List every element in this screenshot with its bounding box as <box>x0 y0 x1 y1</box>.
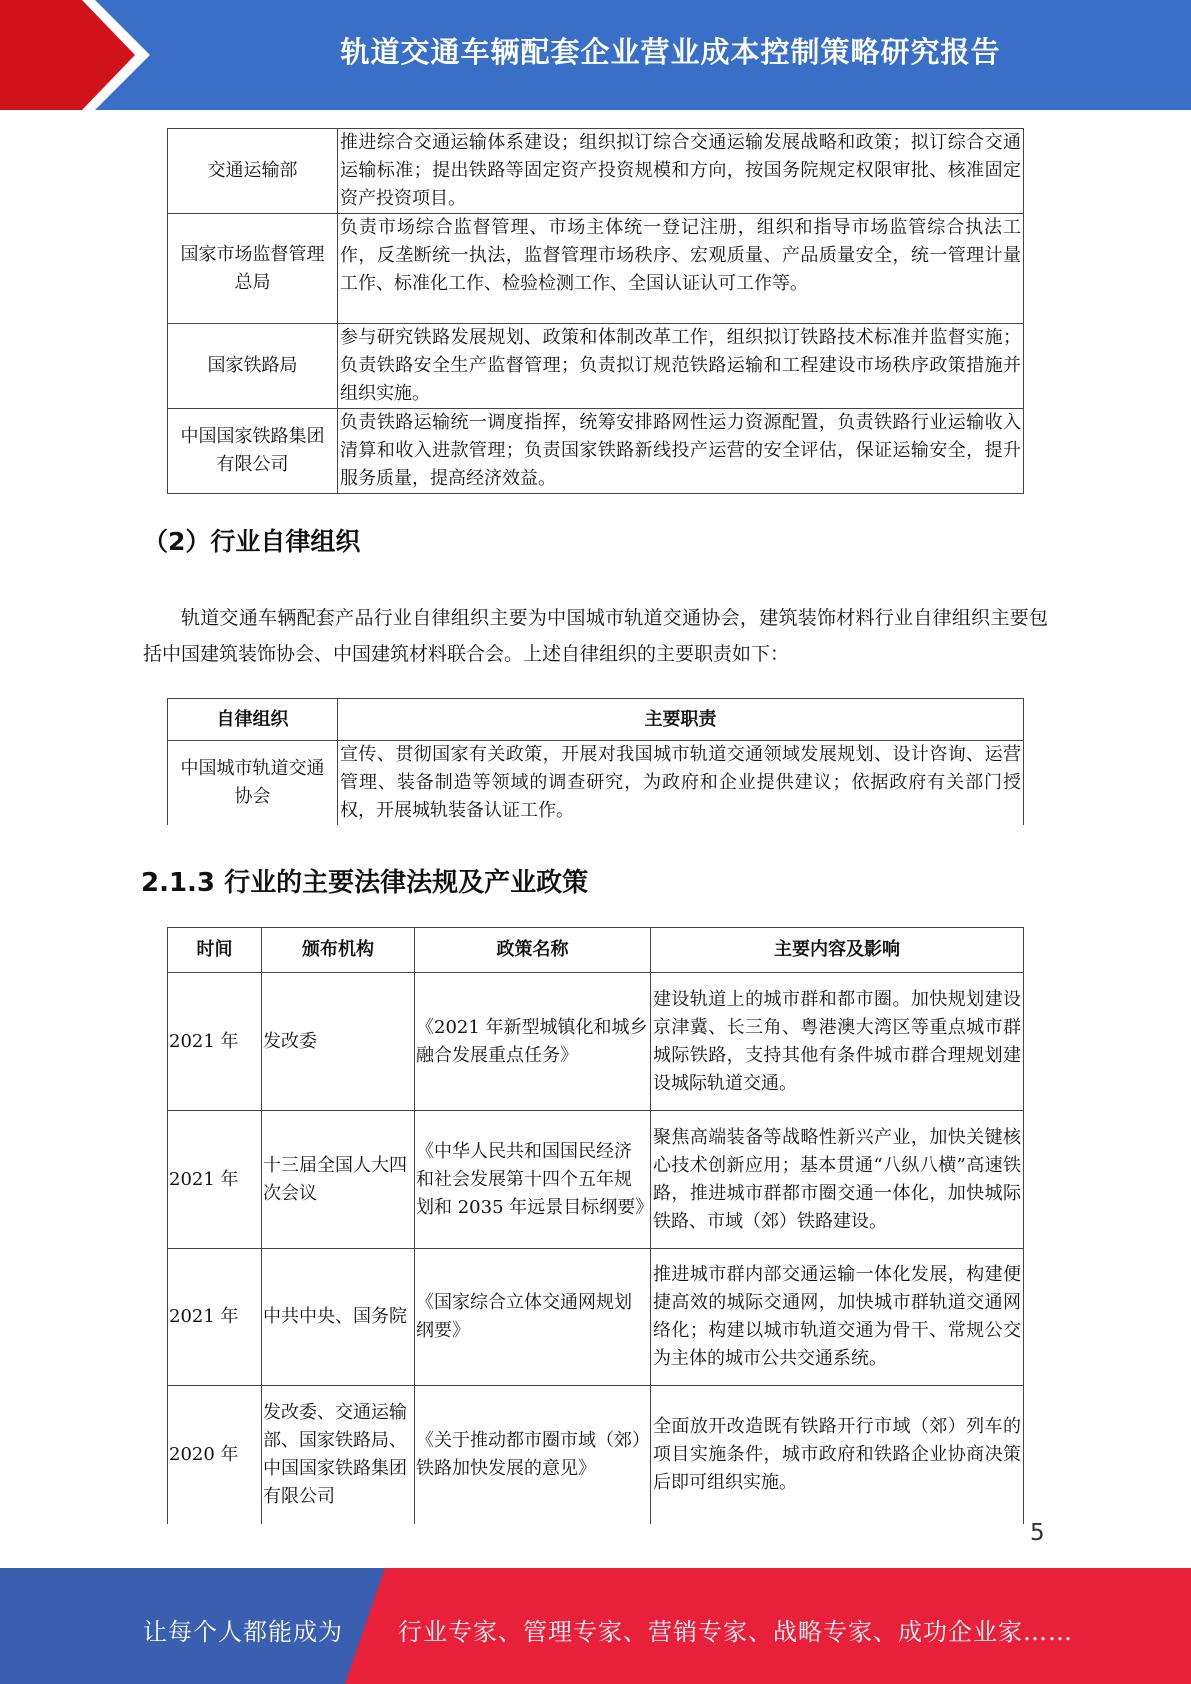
table-header-row <box>168 699 1024 741</box>
table-row <box>168 214 1024 324</box>
page-header <box>0 0 1191 110</box>
table-row <box>168 409 1024 494</box>
table-row <box>168 1111 1024 1249</box>
time-cell: 2021 年 <box>168 1111 262 1249</box>
content-cell: 全面放开改造既有铁路开行市域（郊）列车的项目实施条件，城市政府和铁路企业协商决策后即可组织实施。 <box>651 1386 1024 1524</box>
issuer-cell: 发改委 <box>262 973 415 1111</box>
issuer-cell: 发改委、交通运输部、国家铁路局、中国国家铁路集团有限公司 <box>262 1386 415 1524</box>
content-cell: 推进城市群内部交通运输一体化发展，构建便捷高效的城际交通网，加快城市群轨道交通网络化；构建以城市轨道交通为骨干、常规公交为主体的城市公共交通系统。 <box>651 1249 1024 1386</box>
org-cell: 国家铁路局 <box>168 324 338 409</box>
time-cell: 2021 年 <box>168 1249 262 1386</box>
column-header: 主要职责 <box>338 699 1024 741</box>
content-cell: 聚焦高端装备等战略性新兴产业，加快关键核心技术创新应用；基本贯通“八纵八横”高速铁路，推进城市群都市圈交通一体化，加快城际铁路、市域（郊）铁路建设。 <box>651 1111 1024 1249</box>
government-departments-table <box>167 128 1024 494</box>
org-cell: 中国城市轨道交通协会 <box>168 741 338 826</box>
report-title: 轨道交通车辆配套企业营业成本控制策略研究报告 <box>340 35 1001 69</box>
column-header: 政策名称 <box>415 928 651 973</box>
section-heading: 2.1.3 行业的主要法律法规及产业政策 <box>141 868 589 898</box>
policy-name-cell: 《国家综合立体交通网规划纲要》 <box>415 1249 651 1386</box>
issuer-cell: 十三届全国人大四次会议 <box>262 1111 415 1249</box>
org-cell: 中国国家铁路集团有限公司 <box>168 409 338 494</box>
footer-slogan-right: 行业专家、管理专家、营销专家、战略专家、成功企业家…… <box>398 1618 1073 1646</box>
page-footer <box>0 1568 1191 1684</box>
time-cell: 2021 年 <box>168 973 262 1111</box>
policy-table <box>167 927 1024 1524</box>
column-header: 主要内容及影响 <box>651 928 1024 973</box>
table-row <box>168 324 1024 409</box>
subsection-heading: （2）行业自律组织 <box>143 527 361 556</box>
table-row <box>168 129 1024 214</box>
org-cell: 交通运输部 <box>168 129 338 214</box>
policy-name-cell: 《关于推动都市圈市域（郊）铁路加快发展的意见》 <box>415 1386 651 1524</box>
duties-cell: 推进综合交通运输体系建设；组织拟订综合交通运输发展战略和政策；拟订综合交通运输标准；提出铁路等固定资产投资规模和方向，按国务院规定权限审批、核准固定资产投资项目。 <box>338 129 1024 214</box>
column-header: 颁布机构 <box>262 928 415 973</box>
table-row <box>168 741 1024 826</box>
duties-cell: 宣传、贯彻国家有关政策，开展对我国城市轨道交通领域发展规划、设计咨询、运营管理、装备制造等领域的调查研究，为政府和企业提供建议；依据政府有关部门授权，开展城轨装备认证工作。 <box>338 741 1024 826</box>
footer-slogan-left: 让每个人都能成为 <box>143 1618 343 1646</box>
table-row <box>168 973 1024 1111</box>
table-header-row <box>168 928 1024 973</box>
table-row <box>168 1386 1024 1524</box>
content-cell: 建设轨道上的城市群和都市圈。加快规划建设京津冀、长三角、粤港澳大湾区等重点城市群城际铁路，支持其他有条件城市群合理规划建设城际轨道交通。 <box>651 973 1024 1111</box>
duties-cell: 参与研究铁路发展规划、政策和体制改革工作，组织拟订铁路技术标准并监督实施；负责铁路安全生产监督管理；负责拟订规范铁路运输和工程建设市场秩序政策措施并组织实施。 <box>338 324 1024 409</box>
org-cell: 国家市场监督管理总局 <box>168 214 338 324</box>
column-header: 时间 <box>168 928 262 973</box>
time-cell: 2020 年 <box>168 1386 262 1524</box>
table-row <box>168 1249 1024 1386</box>
policy-name-cell: 《中华人民共和国国民经济和社会发展第十四个五年规划和 2035 年远景目标纲要》 <box>415 1111 651 1249</box>
page-number: 5 <box>1030 1520 1045 1546</box>
self-regulatory-table <box>167 698 1024 825</box>
body-paragraph: 轨道交通车辆配套产品行业自律组织主要为中国城市轨道交通协会，建筑装饰材料行业自律组织主要包括中国建筑装饰协会、中国建筑材料联合会。上述自律组织的主要职责如下： <box>143 607 1048 665</box>
policy-name-cell: 《2021 年新型城镇化和城乡融合发展重点任务》 <box>415 973 651 1111</box>
column-header: 自律组织 <box>168 699 338 741</box>
issuer-cell: 中共中央、国务院 <box>262 1249 415 1386</box>
duties-cell: 负责市场综合监督管理、市场主体统一登记注册，组织和指导市场监管综合执法工作，反垄断统一执法，监督管理市场秩序、宏观质量、产品质量安全，统一管理计量工作、标准化工作、检验检测工作、全国认证认可工作等。 <box>338 214 1024 324</box>
duties-cell: 负责铁路运输统一调度指挥，统筹安排路网性运力资源配置，负责铁路行业运输收入清算和收入进款管理；负责国家铁路新线投产运营的安全评估，保证运输安全，提升服务质量，提高经济效益。 <box>338 409 1024 494</box>
